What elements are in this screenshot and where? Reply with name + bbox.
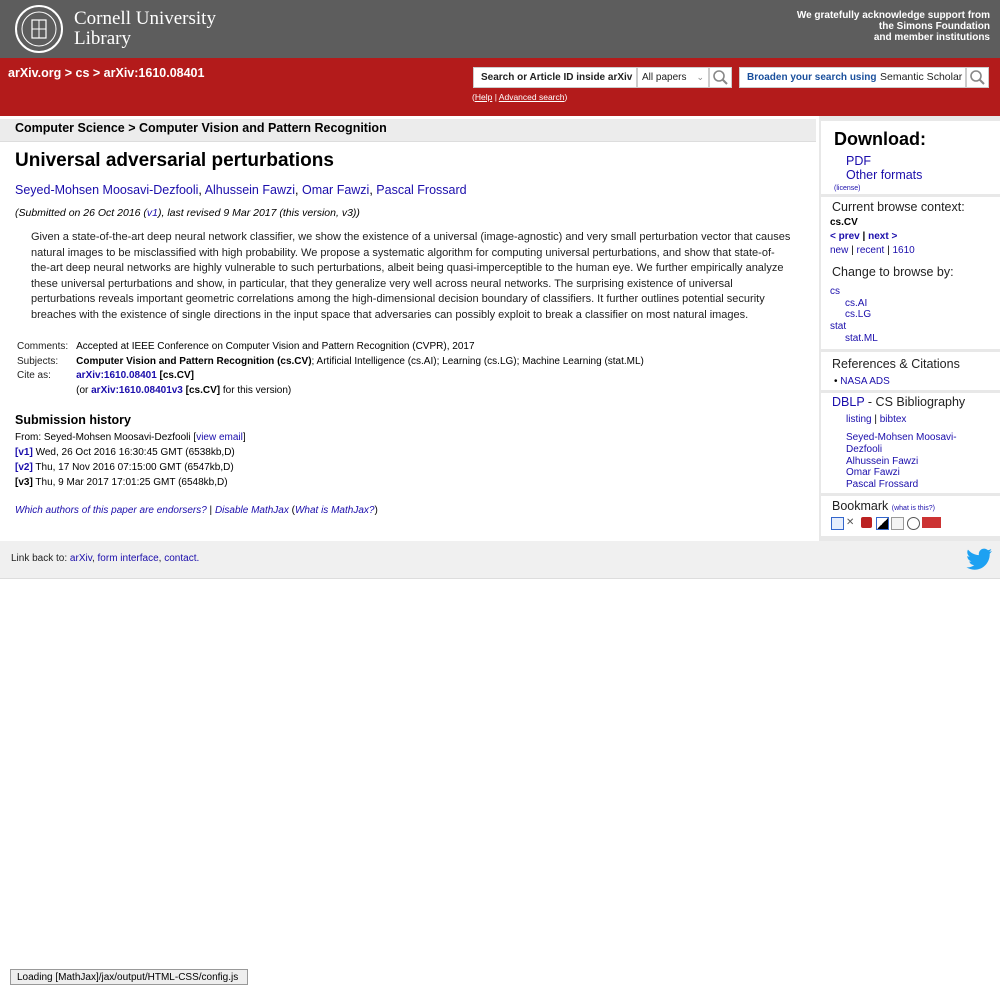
references-title: References & Citations bbox=[832, 357, 960, 371]
reddit-icon[interactable] bbox=[907, 517, 920, 530]
link-back-label: Link back to: bbox=[11, 553, 70, 564]
version-v1-link[interactable]: v1 bbox=[146, 207, 158, 219]
main-content bbox=[0, 116, 816, 541]
breadcrumb-home[interactable]: arXiv.org bbox=[8, 66, 62, 80]
browse-item-stat-ml[interactable]: stat.ML bbox=[845, 333, 878, 344]
endorsers-link[interactable]: Which authors of this paper are endorsers? bbox=[15, 505, 207, 516]
metadata-table bbox=[15, 340, 646, 398]
metadata-row bbox=[15, 355, 646, 370]
submission-history-title: Submission history bbox=[15, 413, 131, 427]
primary-subject: Computer Vision and Pattern Recognition (cs.CV) bbox=[76, 355, 312, 367]
metadata-row bbox=[15, 384, 646, 399]
search-button[interactable] bbox=[709, 67, 732, 88]
references-box bbox=[821, 352, 1000, 390]
dblp-links: listing | bibtex bbox=[846, 414, 907, 425]
browse-item-stat[interactable]: stat bbox=[830, 321, 847, 332]
cite-version-text: (or bbox=[76, 384, 92, 396]
submission-dateline bbox=[15, 207, 360, 219]
disable-mathjax-link[interactable]: Disable MathJax bbox=[214, 505, 289, 516]
bookmark-label: Bookmark bbox=[832, 499, 889, 513]
breadcrumb-section[interactable]: cs bbox=[75, 66, 90, 80]
browse-context-title: Current browse context: bbox=[832, 200, 965, 214]
mathjax-loading-status: Loading [MathJax]/jax/output/HTML-CSS/config.js bbox=[10, 969, 248, 985]
recent-link[interactable]: recent bbox=[856, 245, 885, 256]
citeulike-icon[interactable]: ✕ bbox=[846, 517, 855, 528]
form-interface-link[interactable]: form interface bbox=[97, 553, 159, 564]
search-icon bbox=[967, 68, 988, 87]
cite-link[interactable]: arXiv:1610.08401 bbox=[76, 370, 157, 381]
version-date: Wed, 26 Oct 2016 16:30:45 GMT (6538kb,D) bbox=[32, 447, 235, 458]
metadata-row bbox=[15, 369, 646, 384]
dblp-author-link[interactable]: Omar Fawzi bbox=[846, 467, 900, 478]
dateline-text: ), last revised 9 Mar 2017 (this version, v3)) bbox=[158, 207, 360, 219]
search-scope-select[interactable] bbox=[637, 67, 709, 88]
search-input[interactable]: Search or Article ID inside arXiv bbox=[473, 67, 637, 88]
author-link[interactable]: Seyed-Mohsen Moosavi-Dezfooli bbox=[15, 183, 199, 197]
bookmark-title bbox=[832, 499, 935, 513]
search-help-links: (Help | Advanced search) bbox=[472, 92, 568, 102]
version-entry bbox=[15, 447, 235, 458]
dblp-author-link[interactable]: Alhussein Fawzi bbox=[846, 456, 919, 467]
breadcrumb-sep: > bbox=[89, 66, 104, 80]
author-link[interactable]: Pascal Frossard bbox=[376, 183, 467, 197]
dblp-listing-link[interactable]: listing bbox=[846, 414, 872, 425]
nasa-ads-item: • NASA ADS bbox=[834, 376, 890, 387]
cite-label: Cite as: bbox=[17, 370, 51, 381]
broaden-label: Broaden your search using bbox=[747, 72, 877, 83]
support-notice bbox=[797, 10, 990, 43]
breadcrumb-sep: > bbox=[61, 66, 76, 80]
advanced-search-link[interactable]: Advanced search bbox=[498, 92, 565, 102]
semantic-scholar-logo: Semantic Scholar bbox=[880, 71, 963, 83]
search-icon bbox=[710, 68, 731, 87]
abstract: Given a state-of-the-art deep neural network classifier, we show the existence of a universal (image-agnostic) and very small perturbation vector that causes natural images to be misclassified with high probability. We propose a systematic algorithm for computing universal perturbations, and show that state-of-the-art deep neural networks are highly vulnerable to such perturbations, albeit being quasi-imperceptible to the human eye. We further empirically analyze these universal perturbations and show, in particular, that they generalize very well across neural networks. The surprising existence of universal perturbations reveals important geometric correlations among the high-dimensional decision boundary of classifiers. It further outlines potential security breaches with the existence of single directions in the input space that adversaries can possibly exploit to break a classifier on most natural images. bbox=[31, 231, 791, 321]
support-line1: We gratefully acknowledge support from bbox=[796, 10, 990, 21]
subjects-value bbox=[74, 355, 646, 370]
author-link[interactable]: Omar Fawzi bbox=[301, 183, 370, 197]
library-name-line2: Library bbox=[74, 28, 131, 49]
version-entry bbox=[15, 477, 228, 488]
endorsers-line bbox=[15, 505, 378, 516]
separator: | bbox=[206, 505, 215, 516]
browse-box bbox=[821, 197, 1000, 349]
dblp-link[interactable]: DBLP bbox=[832, 395, 865, 409]
secondary-subjects: ; Artificial Intelligence (cs.AI); Learning (cs.LG); Machine Learning (stat.ML) bbox=[311, 355, 644, 367]
current-version-label: [v3] bbox=[15, 477, 33, 488]
dblp-author-link[interactable]: Dezfooli bbox=[846, 444, 883, 455]
cite-version-link[interactable]: arXiv:1610.08401v3 bbox=[91, 384, 183, 396]
separator: ) bbox=[374, 505, 378, 516]
support-line2: the Simons Foundation bbox=[878, 21, 990, 32]
breadcrumb-paper[interactable]: arXiv:1610.08401 bbox=[103, 66, 205, 80]
twitter-icon[interactable] bbox=[965, 548, 993, 572]
sidebar bbox=[819, 116, 1000, 541]
semantic-scholar-search-input[interactable] bbox=[739, 67, 966, 88]
version-date: Thu, 17 Nov 2016 07:15:00 GMT (6547kb,D) bbox=[32, 462, 234, 473]
author-list: Seyed-Mohsen Moosavi-Dezfooli, Alhussein Fawzi, Omar Fawzi, Pascal Frossard bbox=[15, 183, 467, 197]
cite-value bbox=[74, 369, 646, 384]
change-browse-title: Change to browse by: bbox=[832, 265, 954, 279]
what-is-this-link[interactable]: (what is this?) bbox=[891, 505, 935, 512]
footer bbox=[0, 541, 1000, 579]
comments-label: Comments: bbox=[17, 341, 69, 352]
browse-item-cs-lg[interactable]: cs.LG bbox=[845, 309, 872, 320]
cite-version-value bbox=[74, 384, 646, 399]
library-name-line1: Cornell University bbox=[74, 8, 216, 29]
semantic-scholar-search-button[interactable] bbox=[966, 67, 989, 88]
breadcrumb bbox=[8, 66, 204, 80]
dblp-author-link[interactable]: Seyed-Mohsen Moosavi- bbox=[846, 432, 957, 443]
prev-next-nav: < prev | next > bbox=[830, 231, 898, 242]
other-formats-link[interactable]: Other formats bbox=[846, 168, 923, 182]
bibsonomy-icon[interactable] bbox=[831, 517, 844, 530]
dblp-box bbox=[821, 393, 1000, 493]
sciencewise-icon[interactable] bbox=[922, 517, 941, 528]
comments-value: Accepted at IEEE Conference on Computer Vision and Pattern Recognition (CVPR), 2017 bbox=[76, 341, 475, 352]
license-link[interactable]: (license) bbox=[834, 185, 861, 192]
browse-item-cs-ai[interactable]: cs.AI bbox=[845, 298, 868, 309]
submission-from bbox=[15, 432, 246, 443]
cite-version-text: for this version) bbox=[220, 384, 292, 396]
mendeley-icon[interactable] bbox=[861, 517, 872, 528]
cite-version-category: [cs.CV] bbox=[182, 384, 221, 396]
author-link[interactable]: Alhussein Fawzi bbox=[204, 183, 296, 197]
separator: ( bbox=[288, 505, 295, 516]
search-scope-value: All papers bbox=[642, 72, 687, 83]
prev-link[interactable]: < prev bbox=[830, 231, 860, 242]
subject-header bbox=[0, 119, 816, 142]
chevron-down-icon: ⌄ bbox=[696, 72, 704, 82]
metadata-row bbox=[15, 340, 646, 355]
browse-item-cs[interactable]: cs bbox=[830, 286, 840, 297]
dateline-text: (Submitted on 26 Oct 2016 ( bbox=[15, 207, 147, 219]
from-text: ] bbox=[242, 432, 246, 443]
arxiv-link[interactable]: arXiv bbox=[69, 553, 92, 564]
top-header bbox=[0, 0, 1000, 58]
what-is-mathjax-link[interactable]: What is MathJax? bbox=[294, 505, 375, 516]
dblp-title bbox=[832, 395, 965, 409]
dblp-subtitle: - CS Bibliography bbox=[864, 395, 966, 409]
nasa-ads-link[interactable]: NASA ADS bbox=[840, 376, 890, 387]
paper-title: Universal adversarial perturbations bbox=[15, 150, 334, 171]
cornell-seal-icon[interactable] bbox=[15, 5, 63, 53]
new-link[interactable]: new bbox=[830, 245, 849, 256]
contact-link[interactable]: contact. bbox=[164, 553, 200, 564]
version-link[interactable]: [v1] bbox=[15, 447, 33, 458]
listing-nav: new | recent | 1610 bbox=[830, 245, 915, 256]
version-link[interactable]: [v2] bbox=[15, 462, 33, 473]
subject-header-text: Computer Science > Computer Vision and Pattern Recognition bbox=[15, 121, 387, 135]
version-entry bbox=[15, 462, 234, 473]
download-box bbox=[821, 121, 1000, 194]
download-title: Download: bbox=[834, 129, 926, 149]
support-line3: and member institutions bbox=[873, 32, 990, 43]
next-link[interactable]: next > bbox=[868, 231, 898, 242]
pdf-link[interactable]: PDF bbox=[846, 154, 871, 168]
digg-icon[interactable] bbox=[891, 517, 904, 530]
link-back-line: Link back to: arXiv, form interface, contact. bbox=[11, 553, 200, 564]
from-text: From: Seyed-Mohsen Moosavi-Dezfooli [ bbox=[15, 432, 197, 443]
version-date: Thu, 9 Mar 2017 17:01:25 GMT (6548kb,D) bbox=[32, 477, 228, 488]
library-name[interactable] bbox=[74, 9, 216, 49]
dblp-author-link[interactable]: Pascal Frossard bbox=[846, 479, 919, 490]
delicious-icon[interactable] bbox=[876, 517, 889, 530]
dblp-bibtex-link[interactable]: bibtex bbox=[879, 414, 907, 425]
view-email-link[interactable]: view email bbox=[196, 432, 243, 443]
subjects-label: Subjects: bbox=[17, 355, 59, 367]
browse-context-value: cs.CV bbox=[830, 217, 858, 228]
cite-category: [cs.CV] bbox=[156, 370, 194, 381]
bookmark-box bbox=[821, 496, 1000, 536]
month-link[interactable]: 1610 bbox=[892, 245, 915, 256]
help-link[interactable]: Help bbox=[474, 92, 493, 102]
